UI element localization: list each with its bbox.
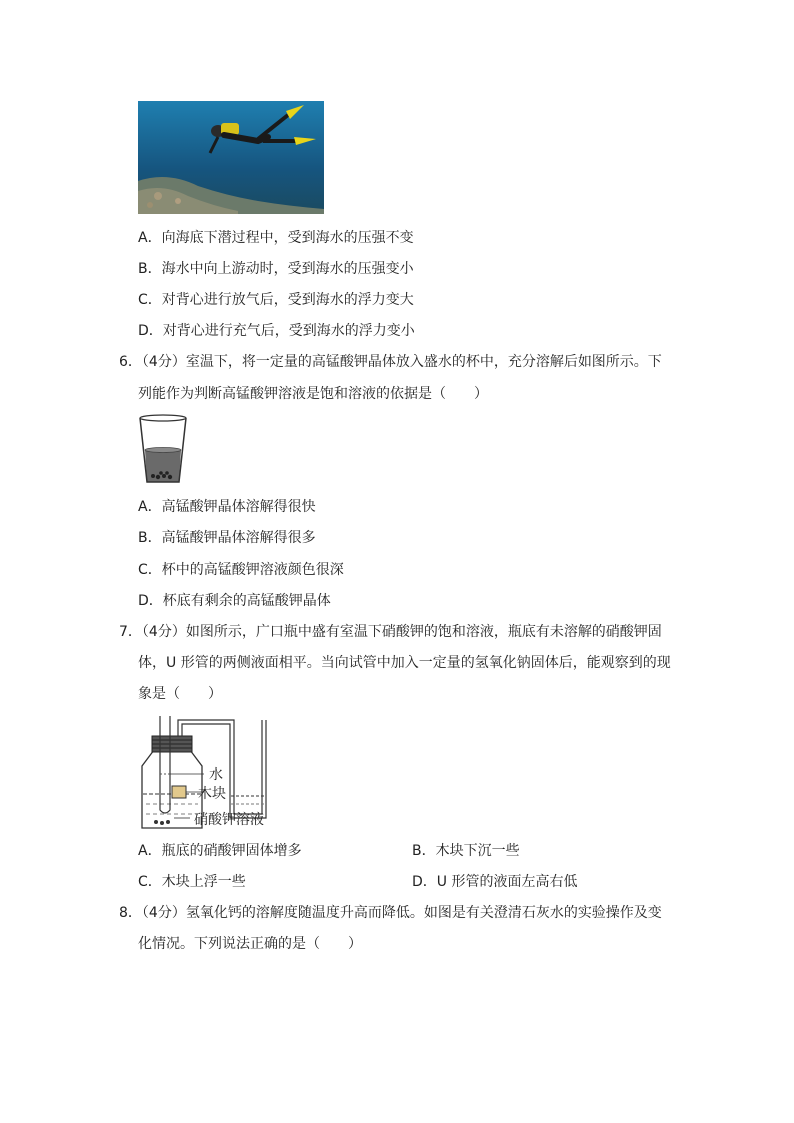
q6-option-a: A．高锰酸钾晶体溶解得很快 (138, 499, 316, 515)
label-potassium-nitrate-solution: 硝酸钾溶液 (194, 812, 264, 828)
q5-option-c: C．对背心进行放气后，受到海水的浮力变大 (138, 292, 414, 308)
q7-option-d: D．U 形管的液面左高右低 (412, 874, 578, 890)
q5-option-d: D．对背心进行充气后，受到海水的浮力变小 (138, 323, 415, 339)
q7-option-a: A．瓶底的硝酸钾固体增多 (138, 843, 302, 859)
q8-stem-line-2: 化情况。下列说法正确的是（ ） (138, 936, 362, 952)
q8-stem-line-1: 8．（4分）氢氧化钙的溶解度随温度升高而降低。如图是有关澄清石灰水的实验操作及变 (119, 905, 662, 921)
q6-option-d: D．杯底有剩余的高锰酸钾晶体 (138, 593, 331, 609)
q7-stem-line-1: 7．（4分）如图所示，广口瓶中盛有室温下硝酸钾的饱和溶液，瓶底有未溶解的硝酸钾固 (119, 624, 662, 640)
label-wood-block: 木块 (198, 786, 226, 802)
q7-option-b: B．木块下沉一些 (412, 843, 520, 859)
q6-stem-line-1: 6．（4分）室温下，将一定量的高锰酸钾晶体放入盛水的杯中，充分溶解后如图所示。下 (119, 354, 662, 370)
q5-option-a: A．向海底下潜过程中，受到海水的压强不变 (138, 230, 414, 246)
q7-stem-line-2: 体，U 形管的两侧液面相平。当向试管中加入一定量的氢氧化钠固体后，能观察到的现 (138, 655, 671, 671)
q7-option-c: C．木块上浮一些 (138, 874, 246, 890)
q5-option-b: B．海水中向上游动时，受到海水的压强变小 (138, 261, 414, 277)
q6-option-b: B．高锰酸钾晶体溶解得很多 (138, 530, 316, 546)
q7-stem-line-3: 象是（ ） (138, 686, 222, 702)
diver-photo (138, 101, 324, 214)
beaker-figure (137, 414, 189, 486)
label-water: 水 (209, 767, 223, 783)
q6-stem-line-2: 列能作为判断高锰酸钾溶液是饱和溶液的依据是（ ） (138, 386, 488, 402)
q6-option-c: C．杯中的高锰酸钾溶液颜色很深 (138, 562, 344, 578)
